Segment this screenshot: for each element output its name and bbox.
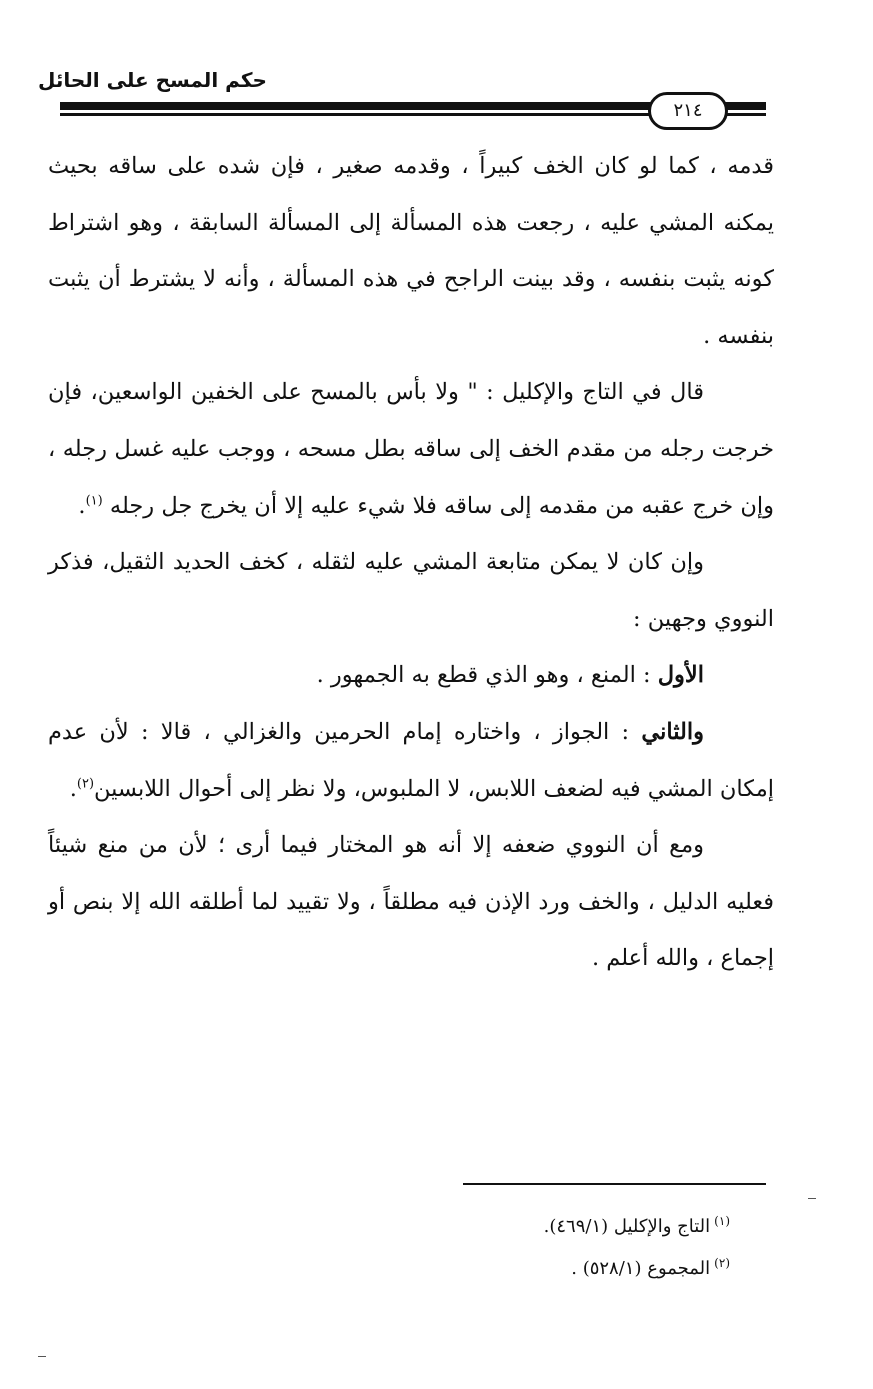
- scan-mark: [808, 1198, 816, 1199]
- paragraph-5-end: .: [69, 775, 77, 802]
- paragraph-2-text: قال في التاج والإكليل : " ولا بأس بالمسح على الخفين الواسعين، فإن خرجت رجله من مقدم الخف إلى ساقه بطل مسحه ، ووجب عليه غسل رجله ، وإن خرج عقبه من مقدمه إلى ساقه فلا شيء عليه إلا أن يخرج جل رجله: [48, 379, 774, 519]
- footnote-1: [300, 1206, 730, 1248]
- paragraph-2: [48, 364, 774, 534]
- paragraph-4-text: : المنع ، وهو الذي قطع به الجمهور .: [316, 662, 651, 689]
- paragraph-5-text: : الجواز ، واختاره إمام الحرمين والغزالي ، قالا : لأن عدم إمكان المشي فيه لضعف اللابس، لا الملبوس، ولا نظر إلى أحوال اللابسين: [48, 718, 774, 802]
- footnote-ref-1: (١): [85, 493, 103, 509]
- footnote-rule: [463, 1183, 766, 1185]
- paragraph-5-label: والثاني: [641, 718, 704, 745]
- footnote-1-text: التاج والإكليل (٤٦٩/١).: [543, 1216, 711, 1237]
- paragraph-4: [48, 647, 774, 704]
- footnote-2: [300, 1248, 730, 1290]
- footnote-1-number: (١): [714, 1214, 730, 1228]
- paragraph-5: [48, 704, 774, 817]
- paragraph-2-end: .: [78, 492, 86, 519]
- running-title: حكم المسح على الحائل: [38, 68, 267, 92]
- footnote-2-text: المجموع (٥٢٨/١) .: [571, 1258, 711, 1279]
- footnotes: [300, 1206, 730, 1290]
- paragraph-3: وإن كان لا يمكن متابعة المشي عليه لثقله ، كخف الحديد الثقيل، فذكر النووي وجهين :: [48, 549, 774, 632]
- scan-mark: [38, 1356, 46, 1357]
- footnote-ref-2: (٢): [76, 776, 95, 792]
- footnote-2-number: (٢): [714, 1256, 730, 1270]
- body-text: [48, 138, 774, 987]
- paragraph-1: قدمه ، كما لو كان الخف كبيراً ، وقدمه صغير ، فإن شده على ساقه بحيث يمكنه المشي عليه ، رجعت هذه المسألة إلى المسألة السابقة ، وهو اشتراط كونه يثبت بنفسه ، وقد بينت الراجح في هذه المسألة ، وأنه لا يشترط أن يثبت بنفسه .: [48, 153, 774, 349]
- paragraph-4-label: الأول: [657, 662, 704, 689]
- paragraph-6: ومع أن النووي ضعفه إلا أنه هو المختار فيما أرى ؛ لأن من منع شيئاً فعليه الدليل ، والخف ورد الإذن فيه مطلقاً ، ولا تقييد لما أطلقه الله إلا بنص أو إجماع ، والله أعلم .: [48, 832, 774, 972]
- page-number: ٢١٤: [648, 92, 728, 130]
